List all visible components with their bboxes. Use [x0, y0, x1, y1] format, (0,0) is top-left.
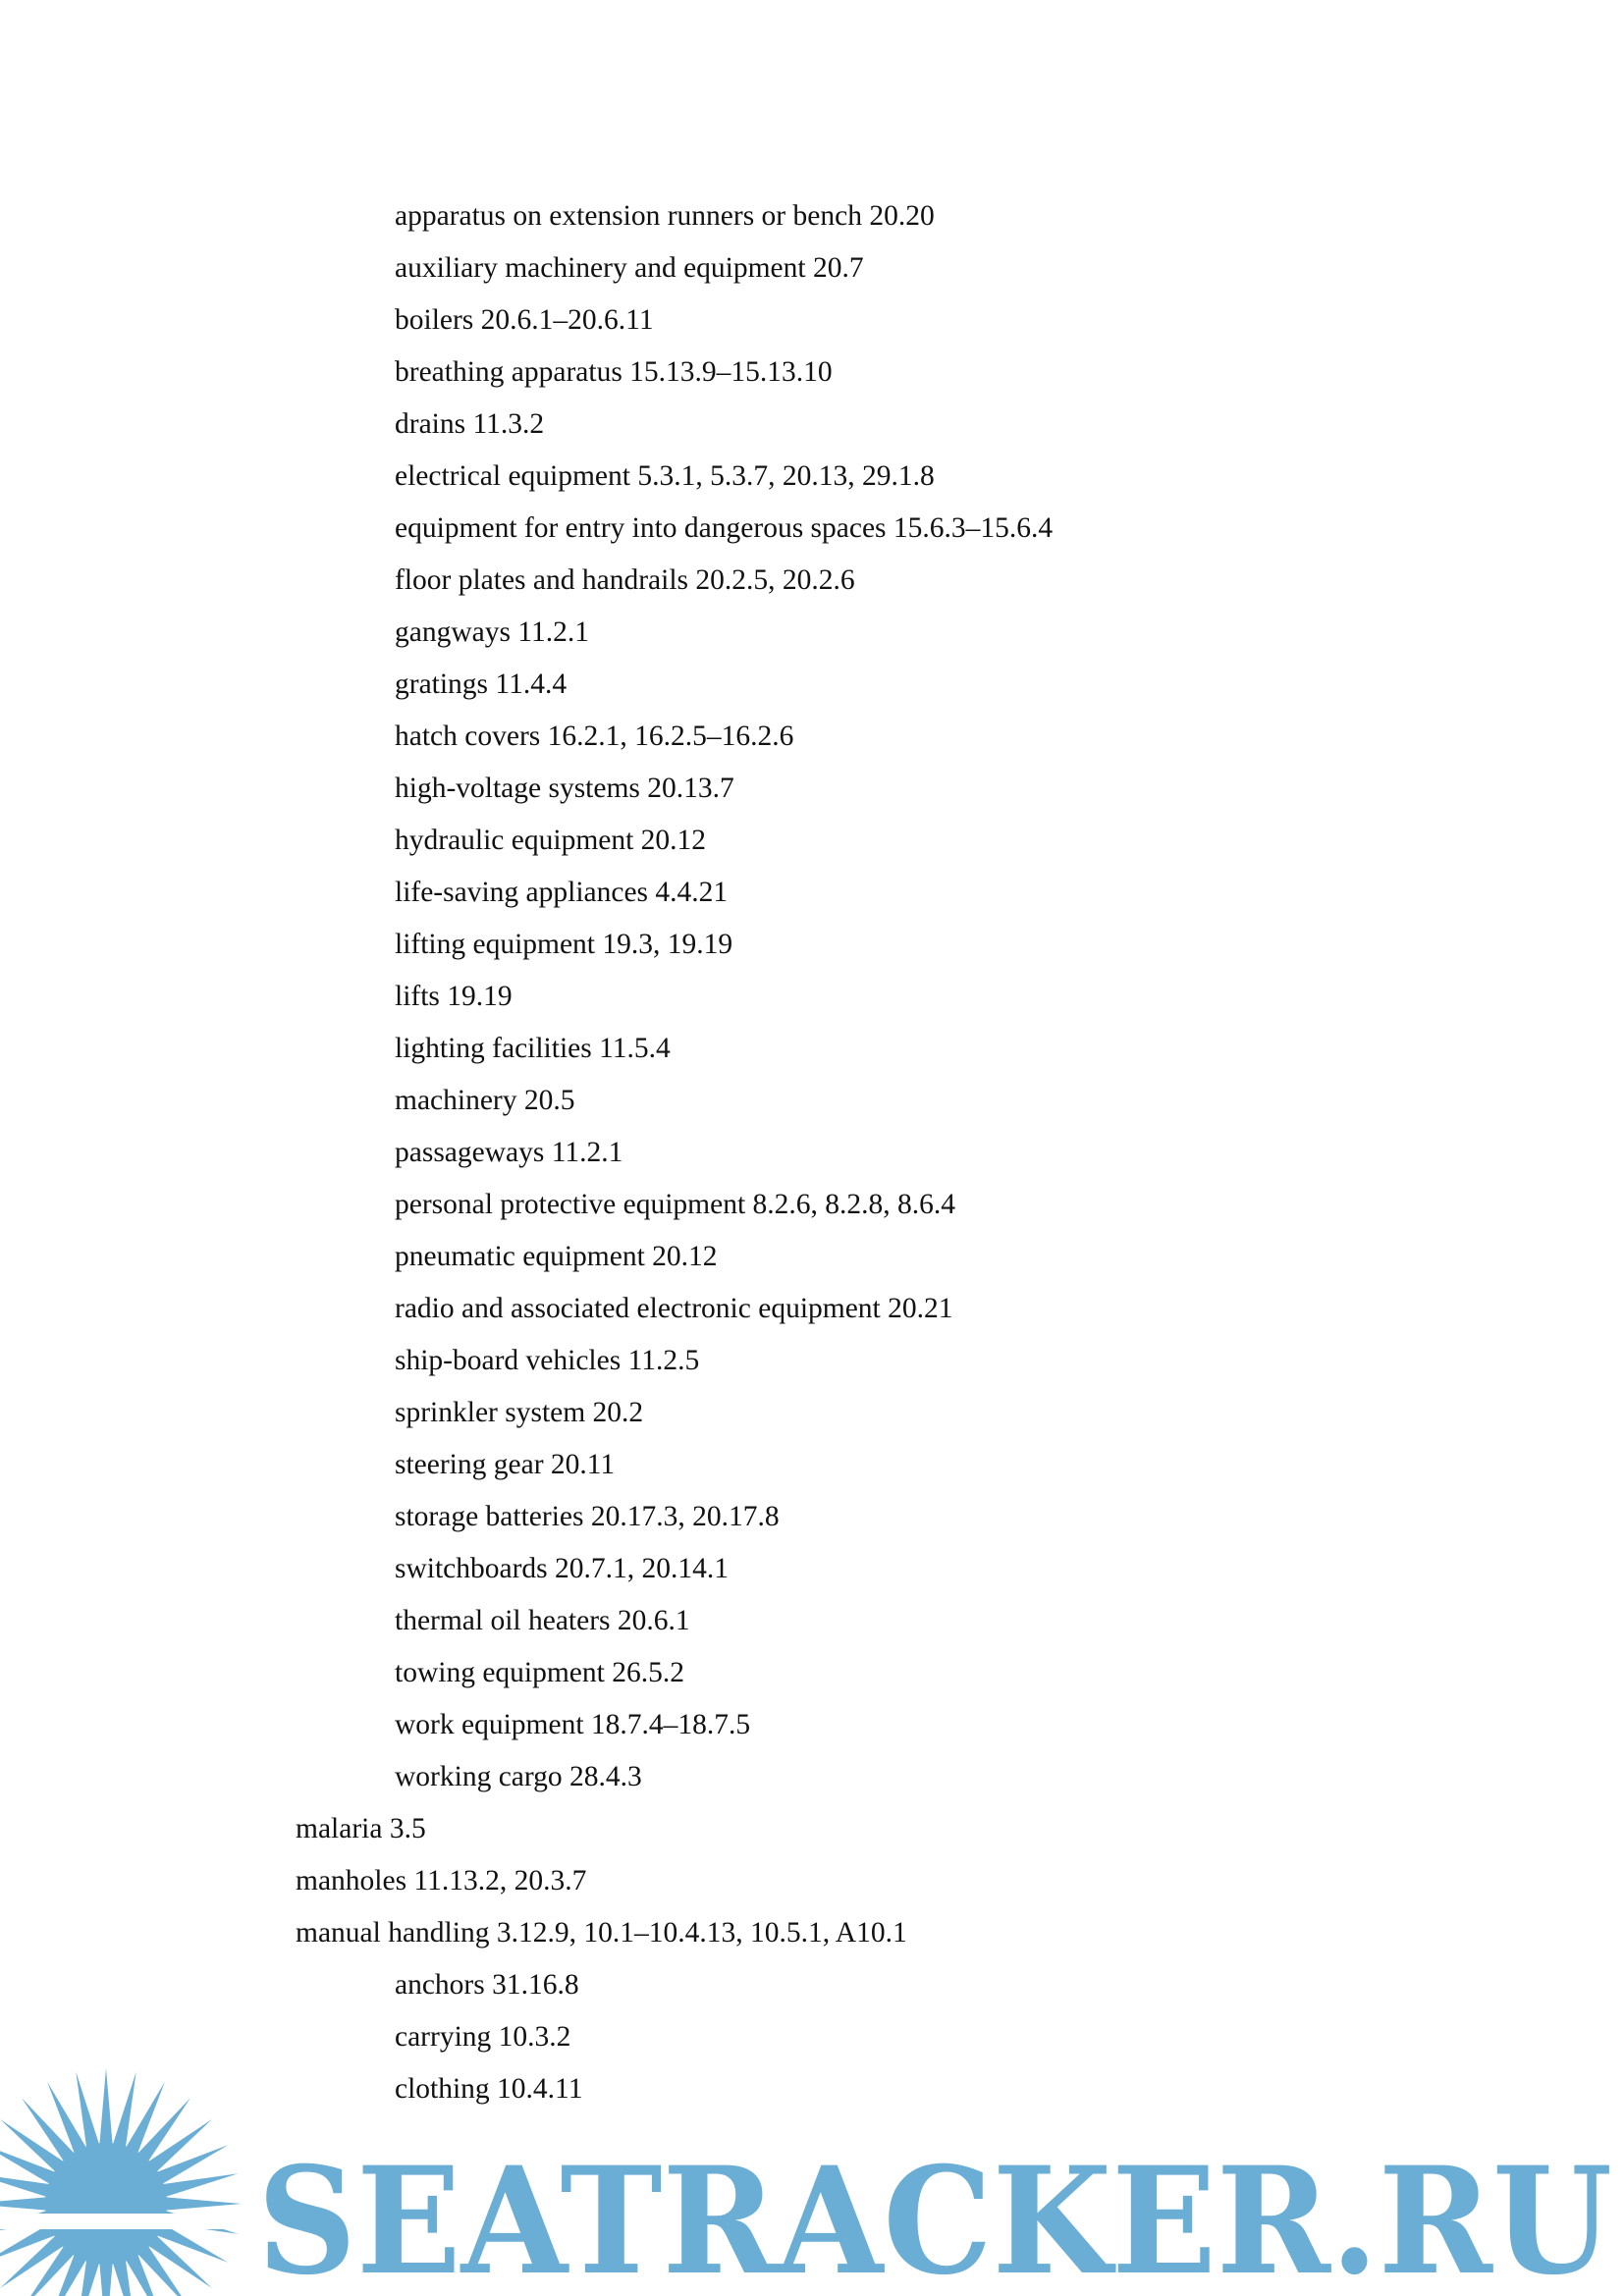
index-subentry: towing equipment 26.5.2 [395, 1657, 684, 1688]
index-subentry: lighting facilities 11.5.4 [395, 1033, 671, 1064]
index-entry: manholes 11.13.2, 20.3.7 [296, 1865, 587, 1896]
index-subentry: carrying 10.3.2 [395, 2021, 571, 2053]
index-subentry: clothing 10.4.11 [395, 2073, 583, 2105]
index-subentry: work equipment 18.7.4–18.7.5 [395, 1709, 751, 1740]
index-list [0, 194, 1624, 2119]
index-subentry: auxiliary machinery and equipment 20.7 [395, 252, 864, 284]
index-subentry: storage batteries 20.17.3, 20.17.8 [395, 1501, 780, 1532]
index-entry: manual handling 3.12.9, 10.1–10.4.13, 10.5.1, A10.1 [296, 1917, 907, 1949]
index-subentry: equipment for entry into dangerous spaces 15.6.3–15.6.4 [395, 512, 1054, 544]
index-subentry: life-saving appliances 4.4.21 [395, 877, 729, 908]
sunburst-logo-icon [0, 2068, 244, 2296]
index-subentry: hydraulic equipment 20.12 [395, 825, 707, 856]
index-subentry: personal protective equipment 8.2.6, 8.2.8, 8.6.4 [395, 1189, 956, 1220]
index-subentry: gangways 11.2.1 [395, 616, 590, 648]
index-subentry: floor plates and handrails 20.2.5, 20.2.6 [395, 564, 855, 596]
index-subentry: breathing apparatus 15.13.9–15.13.10 [395, 356, 833, 388]
index-subentry: lifts 19.19 [395, 981, 513, 1012]
watermark [0, 2066, 1624, 2296]
index-subentry: hatch covers 16.2.1, 16.2.5–16.2.6 [395, 721, 794, 752]
index-subentry: pneumatic equipment 20.12 [395, 1241, 718, 1272]
watermark-text: SEATRACKER.RU [257, 2135, 1612, 2296]
index-subentry: machinery 20.5 [395, 1085, 575, 1116]
index-subentry: electrical equipment 5.3.1, 5.3.7, 20.13, 29.1.8 [395, 460, 935, 492]
index-subentry: switchboards 20.7.1, 20.14.1 [395, 1553, 730, 1584]
index-subentry: lifting equipment 19.3, 19.19 [395, 929, 733, 960]
index-subentry: drains 11.3.2 [395, 408, 545, 440]
index-subentry: passageways 11.2.1 [395, 1137, 623, 1168]
index-subentry: steering gear 20.11 [395, 1449, 616, 1480]
index-subentry: thermal oil heaters 20.6.1 [395, 1605, 690, 1636]
index-entry: malaria 3.5 [296, 1813, 426, 1844]
index-subentry: apparatus on extension runners or bench 20.20 [395, 200, 935, 232]
index-subentry: anchors 31.16.8 [395, 1969, 579, 2001]
index-subentry: radio and associated electronic equipment 20.21 [395, 1293, 953, 1324]
index-subentry: working cargo 28.4.3 [395, 1761, 642, 1792]
index-subentry: sprinkler system 20.2 [395, 1397, 644, 1428]
index-subentry: high-voltage systems 20.13.7 [395, 773, 734, 804]
index-subentry: boilers 20.6.1–20.6.11 [395, 304, 654, 336]
index-subentry: ship-board vehicles 11.2.5 [395, 1345, 700, 1376]
index-subentry: gratings 11.4.4 [395, 668, 568, 700]
